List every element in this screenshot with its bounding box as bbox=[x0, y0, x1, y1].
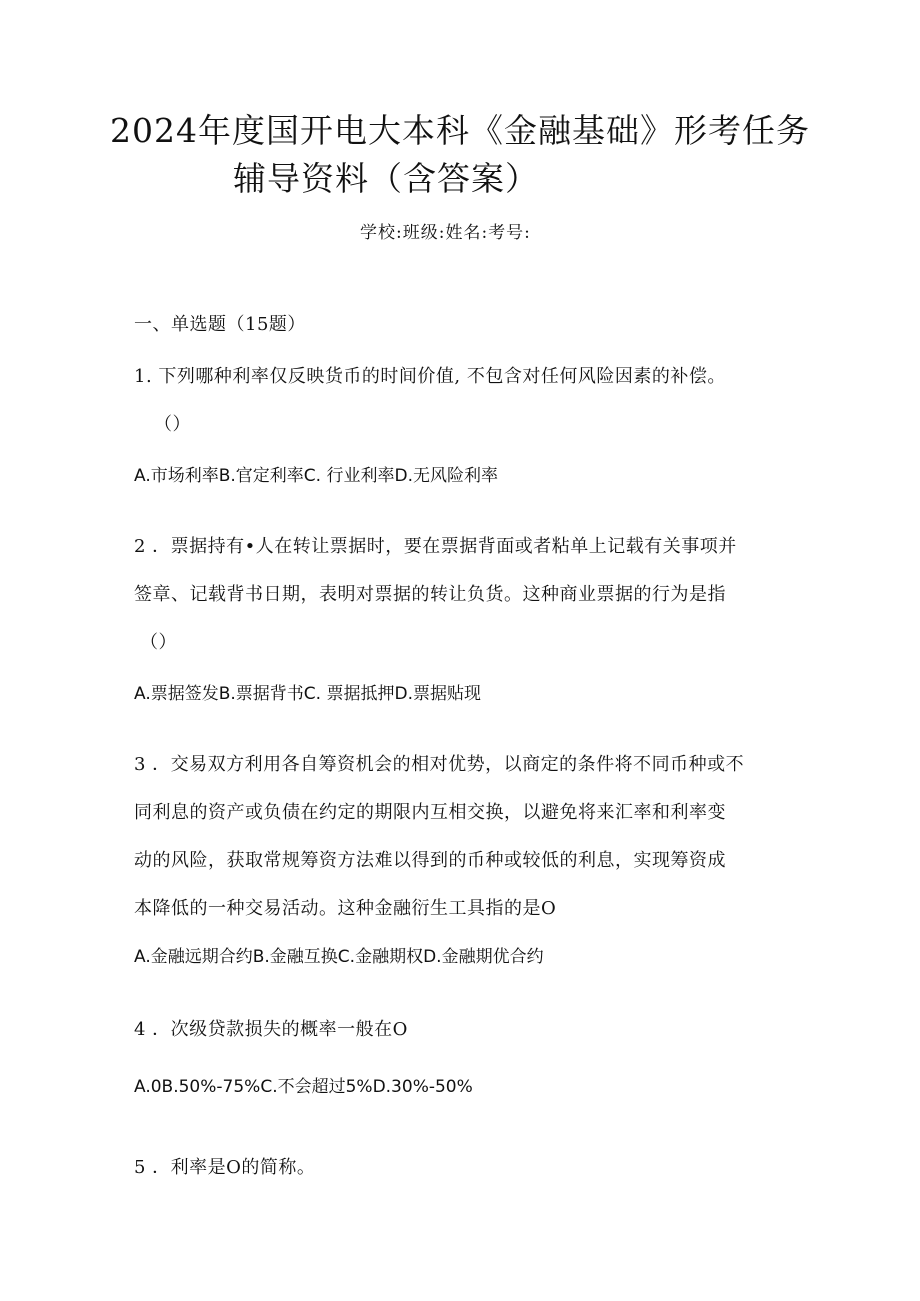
question-1-line-1: 1. 下列哪种利率仅反映货币的时间价值, 不包含对任何风险因素的补偿。 bbox=[134, 366, 726, 387]
question-4-options: A.0B.50%-75%C.不会超过5%D.30%-50% bbox=[134, 1077, 473, 1097]
question-4-line-1: 4 ．次级贷款损失的概率一般在O bbox=[134, 1019, 408, 1040]
question-2-line-1: 2 ．票据持有•人在转让票据时，要在票据背面或者粘单上记载有关事项并 bbox=[134, 536, 737, 557]
question-3-line-3: 动的风险，获取常规筹资方法难以得到的币种或较低的利息，实现筹资成 bbox=[134, 850, 726, 871]
question-5-line-1: 5 ．利率是O的简称。 bbox=[134, 1157, 316, 1178]
question-2-line-3: （） bbox=[140, 632, 177, 653]
document-title-line1: 2024年度国开电大本科《金融基础》形考任务 bbox=[110, 111, 810, 150]
section-heading: 一、单选题（15题） bbox=[134, 314, 306, 335]
document-title-line2: 辅导资料（含答案） bbox=[233, 159, 539, 198]
question-3-line-1: 3 ．交易双方利用各自筹资机会的相对优势，以商定的条件将不同币种或不 bbox=[134, 754, 745, 775]
question-3-line-2: 同利息的资产或负债在约定的期限内互相交换，以避免将来汇率和利率变 bbox=[134, 802, 726, 823]
question-3-line-4: 本降低的一种交易活动。这种金融衍生工具指的是O bbox=[134, 898, 557, 919]
question-2-line-2: 签章、记载背书日期，表明对票据的转让负货。这种商业票据的行为是指 bbox=[134, 584, 726, 605]
question-1-line-2: （） bbox=[154, 414, 191, 435]
question-3-options: A.金融远期合约B.金融互换C.金融期权D.金融期优合约 bbox=[134, 947, 544, 967]
question-1-options: A.市场利率B.官定利率C. 行业利率D.无风险利率 bbox=[134, 466, 498, 486]
question-2-options: A.票据签发B.票据背书C. 票据抵押D.票据贴现 bbox=[134, 684, 481, 704]
student-info-line: 学校:班级:姓名:考号: bbox=[360, 223, 531, 243]
